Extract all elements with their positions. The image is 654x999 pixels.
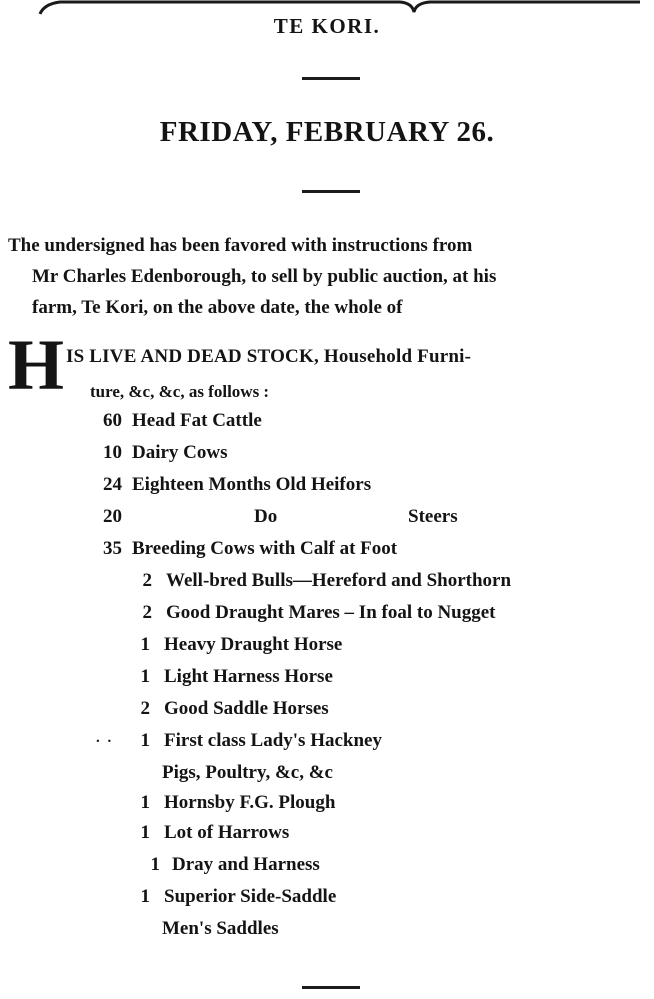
item-quantity: 1 [140,666,150,687]
item-description: First class Lady's Hackney [164,730,382,751]
item-description: Pigs, Poultry, &c, &c [162,762,333,783]
item-quantity: 1 [140,730,150,751]
item-description: Good Draught Mares – In foal to Nugget [166,602,496,623]
item-quantity: 60 [103,410,122,431]
divider-rule [302,986,360,989]
item-quantity: 1 [140,792,150,813]
item-description: Well-bred Bulls—Hereford and Shorthorn [166,570,512,591]
intro-paragraph [8,230,654,323]
item-description: Hornsby F.G. Plough [164,792,336,813]
item-description: Breeding Cows with Calf at Foot [132,538,398,559]
item-description: Do [254,506,278,527]
item-description: Lot of Harrows [164,822,290,843]
item-quantity: 24 [103,474,122,495]
item-description: Head Fat Cattle [132,410,262,431]
item-description: Men's Saddles [162,918,279,939]
intro-line: farm, Te Kori, on the above date, the whole of [32,297,403,318]
item-quantity: 1 [140,886,150,907]
divider-rule [302,190,360,193]
item-description: Dray and Harness [172,854,320,875]
item-description: Dairy Cows [132,442,228,463]
item-quantity: 1 [140,822,150,843]
list-item [0,506,654,536]
intro-line: The undersigned has been favored with instructions from [8,235,473,256]
divider-rule [302,77,360,80]
item-quantity: 20 [103,506,122,527]
item-description: Good Saddle Horses [164,698,329,719]
lead-line: IS LIVE AND DEAD STOCK, Household Furni- [66,346,472,367]
item-description: Light Harness Horse [164,666,333,687]
item-description: Eighteen Months Old Heifors [132,474,372,495]
stray-mark: . . [96,730,114,746]
item-description: Heavy Draught Horse [164,634,343,655]
item-quantity: 2 [140,698,150,719]
lead-line: ture, &c, &c, as follows : [90,382,270,401]
item-quantity: 2 [142,570,152,591]
item-description-secondary: Steers [408,506,458,527]
item-quantity: 35 [103,538,122,559]
date-heading: FRIDAY, FEBRUARY 26. [159,116,495,148]
masthead-title: TE KORI. [273,14,381,38]
intro-line: Mr Charles Edenborough, to sell by public auction, at his [32,266,497,287]
item-quantity: 2 [142,602,152,623]
item-description: Superior Side-Saddle [164,886,337,907]
item-quantity: 1 [150,854,160,875]
drop-cap: H [8,325,65,405]
list-item [0,730,654,760]
item-quantity: 1 [140,634,150,655]
item-quantity: 10 [103,442,122,463]
